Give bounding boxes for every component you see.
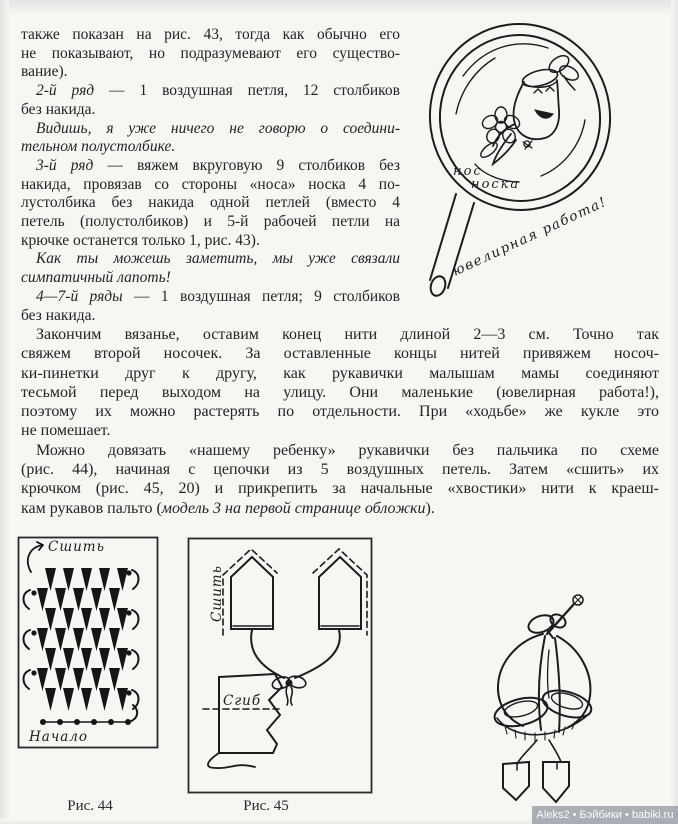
- text-line: Закончим вязанье, оставим конец нити длиной 2—3 см. Точно так: [36, 326, 659, 343]
- text-line: ки-пинетки друг к другу, как рукавички малышам мамы соединяют: [21, 364, 659, 382]
- bootee-drawing: [478, 52, 580, 164]
- text-line: накида, провязав со стороны «носа» носка 4 по-: [21, 175, 400, 193]
- text-line: Как ты можешь заметить, мы уже связали: [36, 250, 400, 268]
- fig45-sew-label: Сшить: [209, 565, 225, 622]
- text-line: Видишь, я уже ничего не говорю о соедини-: [36, 119, 400, 137]
- text-line: также показан на рис. 43, тогда как обычно его: [21, 26, 400, 43]
- text-line: не показывают, но подразумевают его существо-: [21, 44, 400, 62]
- scan-edge-right: [671, 0, 678, 824]
- bundle-illustration: [477, 590, 603, 796]
- text-line: тельном полустолбике.: [21, 138, 176, 156]
- magnifier-glass: [418, 12, 622, 297]
- scan-edge-top: [0, 0, 678, 13]
- fig44-sew-arrow: [28, 542, 43, 572]
- fig45-mitten-pattern: [187, 537, 373, 794]
- hanging-mittens: [503, 740, 569, 802]
- fig44-caption: Рис. 44: [67, 798, 113, 814]
- left-column-text: [21, 26, 400, 325]
- text-line: 4—7-й ряды — 1 воздушная петля; 9 столбиков: [36, 287, 400, 305]
- text-line: лустолбика без накида одной петлей (вместо 4: [21, 194, 400, 212]
- text-line: крючком (рис. 45, 20) и прикрепить за начальные «хвостики» нити к краеш-: [21, 480, 659, 498]
- magnifier-label-nos: нос: [453, 164, 483, 179]
- text-line: свяжем второй носочек. За оставленные концы нитей привяжем носоч-: [21, 345, 659, 363]
- site-watermark: Aleks2 • Бэйбики • babiki.ru: [532, 806, 678, 824]
- text-line: симпатичный лапоть!: [21, 269, 171, 287]
- text-line: кам рукавов пальто (модель 3 на первой странице обложки).: [21, 499, 435, 517]
- text-line: крючке останется только 1, рис. 43).: [21, 231, 260, 249]
- fig44-crochet-chart: [17, 536, 159, 750]
- text-line: (рис. 44), начиная с цепочки из 5 воздушных петель. Затем «сшить» их: [21, 461, 659, 479]
- fig44-start-label: Начало: [29, 729, 88, 745]
- fig45-fold-label: Сгиб: [223, 693, 262, 709]
- text-line: 2-й ряд — 1 воздушная петля, 12 столбиков: [36, 82, 400, 100]
- magnifier-handle-text: ювелирная работа!: [449, 193, 610, 280]
- fig45-caption: Рис. 45: [243, 798, 289, 814]
- magnifier-label-noska: носка: [471, 177, 521, 192]
- text-line: без накида.: [21, 100, 96, 118]
- text-line: не помешает.: [21, 422, 111, 440]
- text-line: тесьмой перед выходом на улицу. Они маленькие (ювелирная работа!),: [21, 383, 659, 401]
- fig44-stitch-rows: [23, 568, 138, 711]
- fig45-mittens: [223, 549, 367, 705]
- fig44-sew-label: Сшить: [48, 539, 105, 555]
- magnifier-illustration: [423, 14, 623, 299]
- text-line: вание).: [21, 63, 68, 81]
- text-line: Можно довязать «нашему ребенку» рукавички без пальчика по схеме: [36, 441, 659, 459]
- scan-edge-left: [0, 0, 9, 824]
- body-text: [21, 325, 659, 518]
- text-line: петель (полустолбиков) и 5-й рабочей петли на: [21, 213, 400, 231]
- fig45-folded-piece: [203, 674, 283, 768]
- text-line: 3-й ряд — вяжем вкруговую 9 столбиков без: [36, 156, 400, 174]
- text-line: без накида.: [21, 306, 96, 324]
- text-line: поэтому их можно растерять по отдельности. При «ходьбе» же кукле это: [21, 403, 659, 421]
